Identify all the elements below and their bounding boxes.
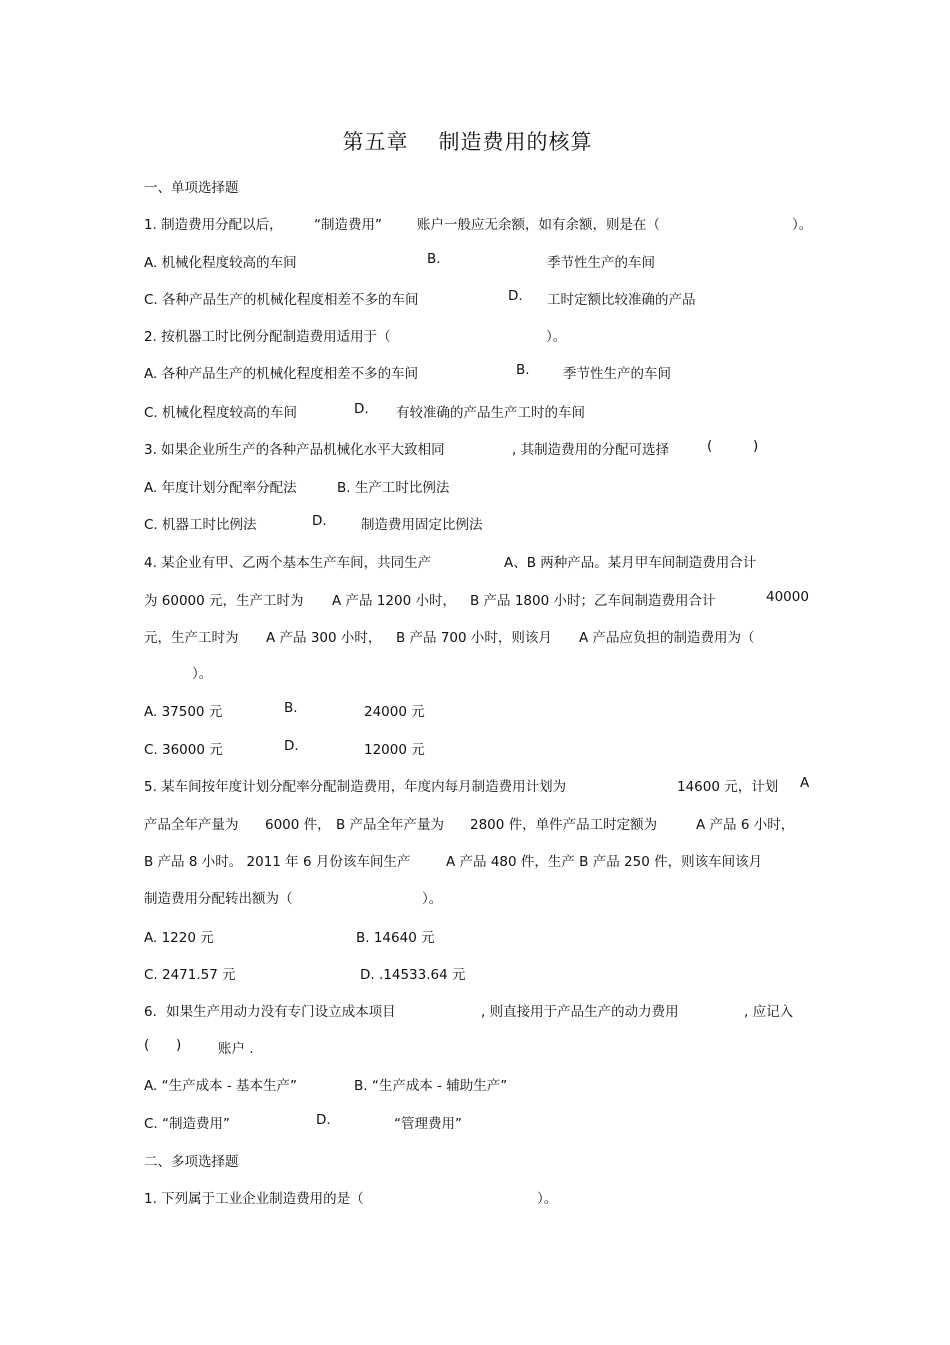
question-2-options-cd: C. 机械化程度较高的车间 D. 有较准确的产品生产工时的车间 — [144, 401, 585, 421]
question-4-line-1: 4. 某企业有甲、乙两个基本生产车间，共同生产 A、B 两种产品。某月甲车间制造费用合计 — [144, 555, 757, 571]
option-a: A. 机械化程度较高的车间 — [144, 255, 297, 271]
option-c: C. “制造费用” — [144, 1116, 230, 1132]
chapter-title — [0, 126, 935, 156]
option-d: 制造费用固定比例法 — [361, 517, 483, 533]
option-b: 24000 元 — [364, 704, 425, 720]
question-3-options-ab — [144, 476, 450, 496]
option-d: “管理费用” — [394, 1116, 462, 1132]
question-1-stem: 1. 制造费用分配以后， “制造费用” 账户一般应无余额，如有余额，则是在（ ）。 — [144, 217, 813, 233]
option-b: 季节性生产的车间 — [547, 255, 655, 271]
option-a: A. 年度计划分配率分配法 — [144, 480, 297, 496]
question-1-options-ab: A. 机械化程度较高的车间 B. 季节性生产的车间 — [144, 251, 655, 271]
option-b: 季节性生产的车间 — [563, 366, 671, 382]
option-b: B. “生产成本 - 辅助生产” — [354, 1078, 508, 1094]
option-a: A. “生产成本 - 基本生产” — [144, 1078, 298, 1094]
option-c: C. 2471.57 元 — [144, 967, 236, 983]
option-a: A. 1220 元 — [144, 930, 214, 946]
question-4-line-3: 元，生产工时为 A 产品 300 小时， B 产品 700 小时，则该月 A 产品应负担的制造费用为（ — [144, 630, 755, 646]
section-single-choice: 一、单项选择题 — [144, 180, 239, 196]
multi-question-1-stem: 1. 下列属于工业企业制造费用的是（ ）。 — [144, 1191, 558, 1207]
question-5-options-cd — [144, 963, 466, 983]
question-5-line-4: 制造费用分配转出额为（ ）。 — [144, 891, 443, 907]
question-1-options-cd: C. 各种产品生产的机械化程度相差不多的车间 D. 工时定额比较准确的产品 — [144, 288, 696, 308]
option-a: A. 各种产品生产的机械化程度相差不多的车间 — [144, 366, 419, 382]
question-5-line-3: B 产品 8 小时。 2011 年 6 月份该车间生产 A 产品 480 件，生产 B 产品 250 件，则该车间该月 — [144, 854, 763, 870]
question-6-line-2: ( ) 账户 . — [144, 1037, 254, 1057]
option-d: 工时定额比较准确的产品 — [547, 292, 696, 308]
question-4-options-ab: A. 37500 元 B. 24000 元 — [144, 700, 425, 720]
option-b: B. 生产工时比例法 — [337, 480, 450, 496]
question-3-stem: 3. 如果企业所生产的各种产品机械化水平大致相同 , 其制造费用的分配可选择 ( ) — [144, 438, 759, 458]
question-6-options-cd: C. “制造费用” D. “管理费用” — [144, 1112, 462, 1132]
question-2-stem: 2. 按机器工时比例分配制造费用适用于（ ）。 — [144, 329, 567, 345]
section-multiple-choice: 二、多项选择题 — [144, 1154, 239, 1170]
option-b: B. 14640 元 — [356, 930, 435, 946]
chapter-name: 制造费用的核算 — [438, 130, 593, 154]
question-6-line-1: 6．如果生产用动力没有专门设立成本项目 , 则直接用于产品生产的动力费用 , 应记入 — [144, 1004, 794, 1020]
option-c: C. 机器工时比例法 — [144, 517, 257, 533]
option-d: 12000 元 — [364, 742, 425, 758]
option-c: C. 36000 元 — [144, 742, 223, 758]
question-5-options-ab — [144, 926, 435, 946]
option-a: A. 37500 元 — [144, 704, 223, 720]
option-d: D. .14533.64 元 — [360, 967, 466, 983]
question-4-line-4: ）。 — [192, 666, 213, 682]
question-4-line-2: 为 60000 元，生产工时为 A 产品 1200 小时， B 产品 1800 小时；乙车间制造费用合计 40000 — [144, 589, 809, 609]
question-5-line-1: 5. 某车间按年度计划分配率分配制造费用，年度内每月制造费用计划为 14600 元，计划 A — [144, 775, 810, 795]
option-c: C. 机械化程度较高的车间 — [144, 405, 298, 421]
chapter-number: 第五章 — [342, 130, 409, 154]
option-c: C. 各种产品生产的机械化程度相差不多的车间 — [144, 292, 419, 308]
option-d: 有较准确的产品生产工时的车间 — [396, 405, 585, 421]
question-4-options-cd: C. 36000 元 D. 12000 元 — [144, 738, 425, 758]
question-6-options-ab — [144, 1074, 508, 1094]
question-3-options-cd: C. 机器工时比例法 D. 制造费用固定比例法 — [144, 513, 483, 533]
question-5-line-2: 产品全年产量为 6000 件， B 产品全年产量为 2800 件，单件产品工时定额为 A 产品 6 小时， — [144, 817, 795, 833]
question-2-options-ab: A. 各种产品生产的机械化程度相差不多的车间 B. 季节性生产的车间 — [144, 362, 671, 382]
